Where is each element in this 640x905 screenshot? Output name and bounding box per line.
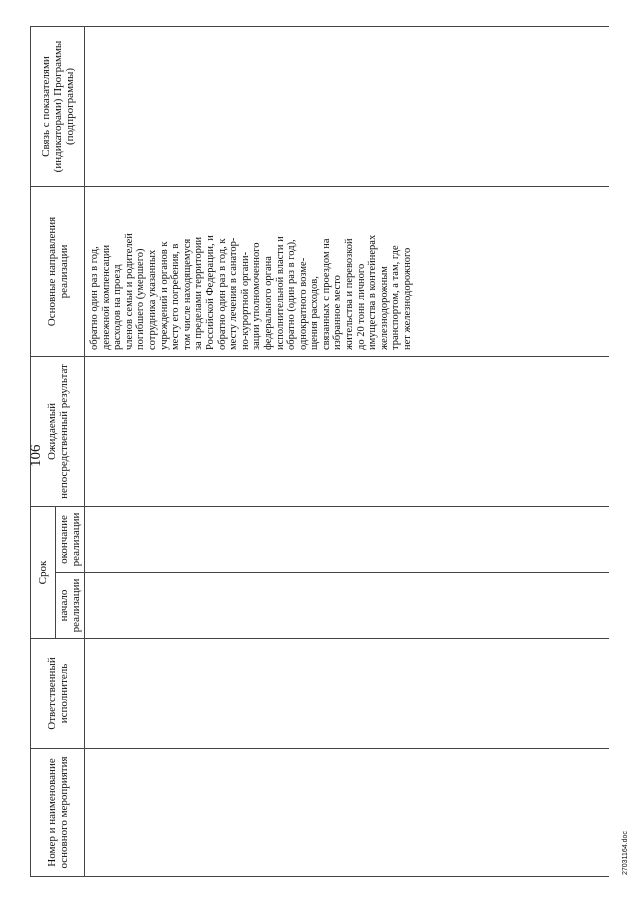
header-term-end: окончание реализации bbox=[56, 507, 85, 573]
header-indicators-link: Связь с показателями (индикаторами) Программы (подпрограммы) bbox=[31, 27, 85, 187]
table-row bbox=[85, 27, 610, 877]
header-activity: Номер и наименование основного мероприятия bbox=[31, 749, 85, 877]
directions-line: учреждений и органов к bbox=[158, 241, 170, 350]
cell-expected-result bbox=[85, 357, 610, 507]
page-number: 106 bbox=[28, 444, 44, 467]
directions-line: имущества в контейнерах bbox=[367, 234, 379, 350]
directions-line: но-курортной органи- bbox=[239, 251, 251, 350]
directions-line: однократного возме- bbox=[297, 257, 309, 350]
cell-activity bbox=[85, 749, 610, 877]
cell-term-start bbox=[85, 573, 610, 639]
directions-line: за пределами территории bbox=[193, 236, 205, 350]
activities-table bbox=[30, 26, 609, 877]
cell-term-end bbox=[85, 507, 610, 573]
directions-line: месту лечения в санатор- bbox=[228, 237, 240, 350]
directions-line: исполнительной власти и bbox=[274, 236, 286, 350]
header-term-start: начало реализации bbox=[56, 573, 85, 639]
cell-directions bbox=[85, 187, 610, 357]
header-responsible: Ответственный исполнитель bbox=[31, 639, 85, 749]
directions-line: членов семьи и родителей bbox=[123, 233, 135, 350]
cell-responsible bbox=[85, 639, 610, 749]
directions-line: обратно один раз в год, к bbox=[216, 238, 228, 350]
directions-line: связанных с проездом на bbox=[320, 238, 332, 350]
header-directions: Основные направления реализации bbox=[31, 187, 85, 357]
directions-line: транспортом, а там, где bbox=[390, 245, 402, 350]
directions-line: Российской Федерации, и bbox=[204, 235, 216, 350]
directions-line: до 20 тонн личного bbox=[355, 263, 367, 350]
directions-line: сотрудника указанных bbox=[146, 249, 158, 350]
directions-line: обратно (один раз в год), bbox=[286, 239, 298, 350]
directions-line: обратно один раз в год, bbox=[89, 246, 100, 350]
directions-line: месту его погребения, в bbox=[170, 243, 182, 350]
cell-indicators-link bbox=[85, 27, 610, 187]
directions-line: щения расходов, bbox=[309, 276, 321, 350]
directions-line: жительства и перевозкой bbox=[344, 238, 356, 350]
directions-line: железнодорожным bbox=[378, 266, 390, 350]
directions-line: том числе находящемуся bbox=[181, 238, 193, 350]
directions-line: расходов на проезд bbox=[112, 264, 124, 350]
directions-line: избранное место bbox=[332, 275, 344, 350]
directions-line: зации уполномоченного bbox=[251, 242, 263, 350]
document-id: 27031164.doc bbox=[622, 831, 629, 875]
directions-line: погибшего (умершего) bbox=[135, 248, 147, 350]
header-term: Срок bbox=[31, 507, 56, 639]
header-expected-result: Ожидаемый непосредственный результат bbox=[31, 357, 85, 507]
directions-line: федерального органа bbox=[262, 256, 274, 350]
directions-line: нет железнодорожного bbox=[402, 247, 414, 350]
directions-line: денежной компенсации bbox=[100, 244, 112, 350]
